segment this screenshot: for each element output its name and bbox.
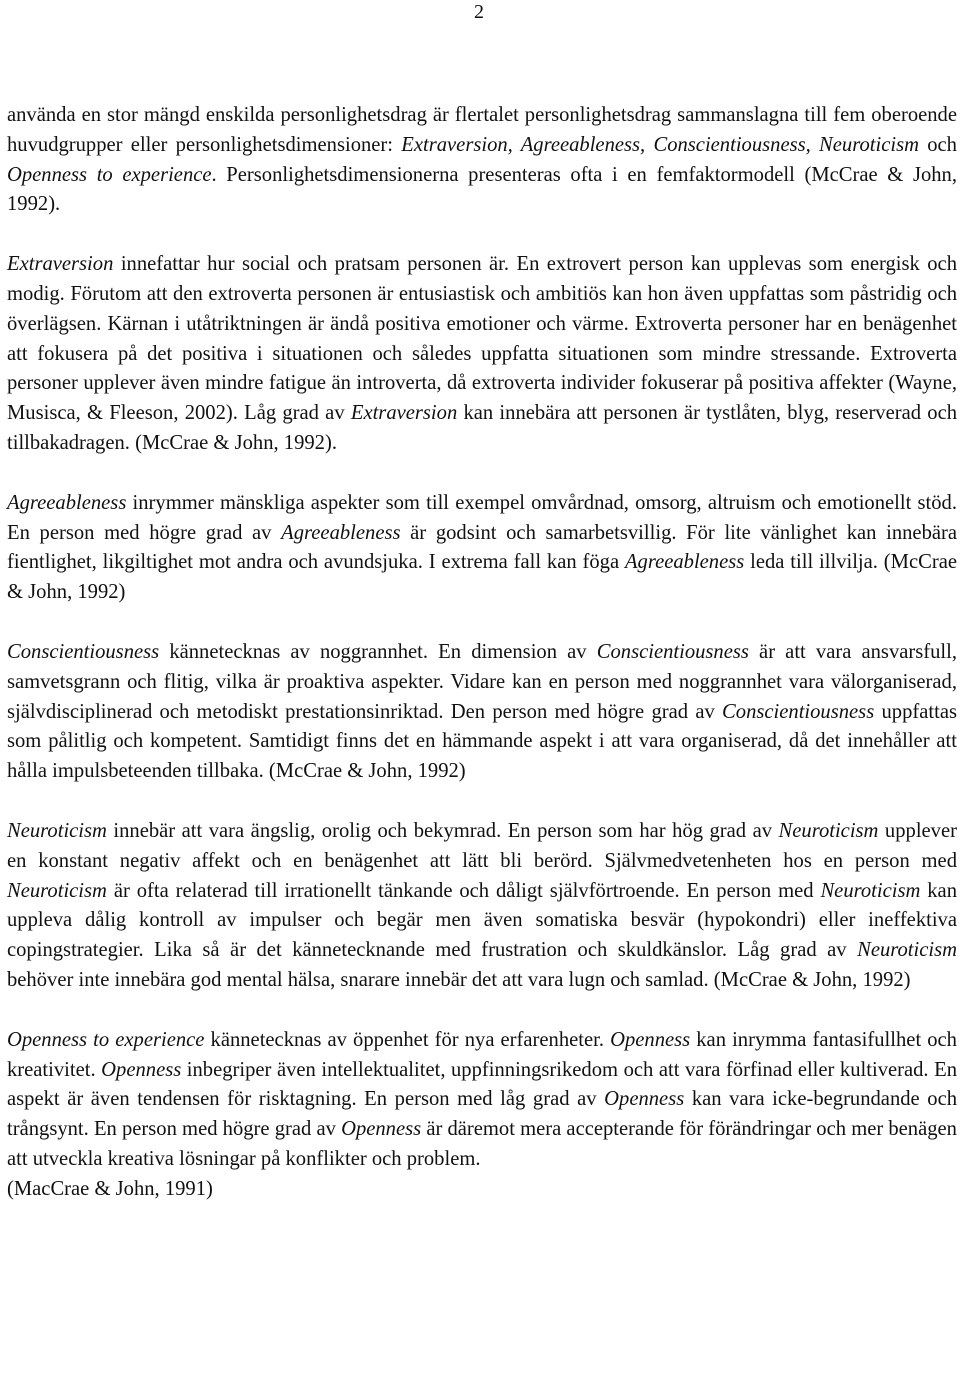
paragraph-openness [7, 1026, 957, 1175]
text-run: innebär att vara ängslig, orolig och bekymrad. En person som har hög grad av [106, 819, 779, 842]
text-run: upplever en konstant negativ affekt och en benägenhet att lätt bli berörd. Självmedvetenheten hos en person med [7, 819, 957, 872]
text-run: använda en stor mängd enskilda personlighetsdrag är flertalet personlighetsdrag sammanslagna till fem oberoende huvudgrupper eller personlighetsdimensioner: [7, 104, 957, 156]
text-run: är godsint och samarbetsvillig. För lite vänlighet kan innebära fientlighet, likgiltighet mot andra och avundsjuka. I extrema fall kan föga [7, 521, 958, 574]
term-conscientiousness: Conscientiousness [596, 640, 749, 663]
paragraph-gap [7, 459, 957, 489]
text-run: är att vara ansvarsfull, samvetsgrann och flitig, vilka är proaktiva aspekter. Vidare kan en person med noggrannhet vara välorganiserad, självdisciplinerad och metodiskt prestationsinriktad. Den person med högre grad av [7, 640, 957, 723]
text-run: och [918, 133, 957, 156]
term-agreeableness: Agreeableness [624, 551, 745, 574]
term-neuroticism: Neuroticism [820, 879, 921, 902]
text-run: kan uppleva dålig kontroll av impulser och begär men även somatiska besvär (hypokondri) eller ineffektiva copingstrategier. Lika så är det kännetecknande med frustration och skuldkänslor. Låg grad av [7, 879, 957, 962]
text-run: är ofta relaterad till irrationellt tänkande och dåligt självförtroende. En person med [106, 879, 821, 902]
term-openness: Openness [341, 1118, 422, 1141]
page-number: 2 [474, 1, 484, 23]
paragraph-agreeableness [7, 489, 957, 608]
term-neuroticism: Neuroticism [7, 879, 107, 902]
text-run: kan innebära att personen är tystlåten, blyg, reserverad och tillbakadragen. (McCrae & John, 1992). [7, 402, 957, 454]
paragraph-extraversion [7, 250, 957, 459]
term-neuroticism: Neuroticism [857, 939, 957, 962]
paragraph-gap [7, 996, 957, 1026]
paragraph-gap [7, 220, 957, 250]
term-openness-to-experience: Openness to experience [7, 1028, 205, 1051]
paragraph-neuroticism [7, 817, 957, 996]
text-run: leda till illvilja. (McCrae & John, 1992) [7, 551, 957, 604]
term-openness: Openness [101, 1058, 182, 1081]
paragraph-conscientiousness [7, 638, 957, 787]
term-agreeableness: Agreeableness [7, 491, 127, 514]
paragraph-gap [7, 787, 957, 817]
term-big-five-list: Extraversion, Agreeableness, Conscientiousness, Neuroticism [401, 133, 919, 156]
document-body [7, 101, 957, 1205]
text-run: inbegriper även intellektualitet, uppfinningsrikedom och att vara förfinad eller kultiverad. En aspekt är även tendensen för risktagning. En person med låg grad av [7, 1058, 957, 1111]
text-run: innefattar hur social och pratsam personen är. En extrovert person kan upplevas som energisk och modig. Förutom att den extroverta personen är entusiastisk och ambitiös kan hon även uppfattas som påstridig och överlägsen. Kärnan i utåtriktningen är ändå positiva emotioner och värme. Extroverta personer har en benägenhet att fokusera på det positiva i situationen och således uppfatta situationen som mindre stressande. Extroverta personer upplever även mindre fatigue än introverta, då extroverta individer fokuserar på positiva affekter (Wayne, Musisca, & Fleeson, 2002). Låg grad av [7, 253, 957, 425]
text-run: . Personlighetsdimensionerna presenteras ofta i en femfaktormodell (McCrae & John, 1992). [7, 163, 957, 216]
text-run: uppfattas som pålitlig och kompetent. Samtidigt finns det en hämmande aspekt i att vara organiserad, då det innehåller att hålla impulsbeteenden tillbaka. (McCrae & John, 1992) [7, 700, 957, 783]
term-neuroticism: Neuroticism [7, 819, 107, 842]
citation-openness: (MacCrae & John, 1991) [7, 1177, 213, 1200]
text-run: inrymmer mänskliga aspekter som till exempel omvårdnad, omsorg, altruism och emotionellt stöd. En person med högre grad av [7, 491, 957, 544]
text-run: kan inrymma fantasifullhet och kreativitet. [7, 1028, 957, 1081]
term-openness: Openness [610, 1028, 691, 1051]
term-openness: Openness [604, 1088, 685, 1111]
paragraph-gap [7, 608, 957, 638]
text-run: kan vara icke-begrundande och trångsynt. En person med högre grad av [7, 1088, 958, 1141]
text-run: behöver inte innebära god mental hälsa, snarare innebär det att vara lugn och samlad. (McCrae & John, 1992) [7, 968, 911, 991]
term-extraversion: Extraversion [350, 402, 458, 425]
term-neuroticism: Neuroticism [778, 819, 879, 842]
term-agreeableness: Agreeableness [281, 521, 401, 544]
text-run: kännetecknas av öppenhet för nya erfarenheter. [204, 1028, 611, 1051]
term-extraversion: Extraversion [7, 253, 114, 276]
paragraph-intro [7, 101, 957, 220]
term-conscientiousness: Conscientiousness [7, 640, 160, 663]
term-openness-to-experience: Openness to experience [7, 163, 212, 186]
text-run: är däremot mera accepterande för förändringar och mer benägen att utveckla kreativa lösningar på konflikter och problem. [7, 1118, 957, 1170]
text-run: kännetecknas av noggrannhet. En dimension av [159, 640, 597, 663]
term-conscientiousness: Conscientiousness [722, 700, 875, 723]
